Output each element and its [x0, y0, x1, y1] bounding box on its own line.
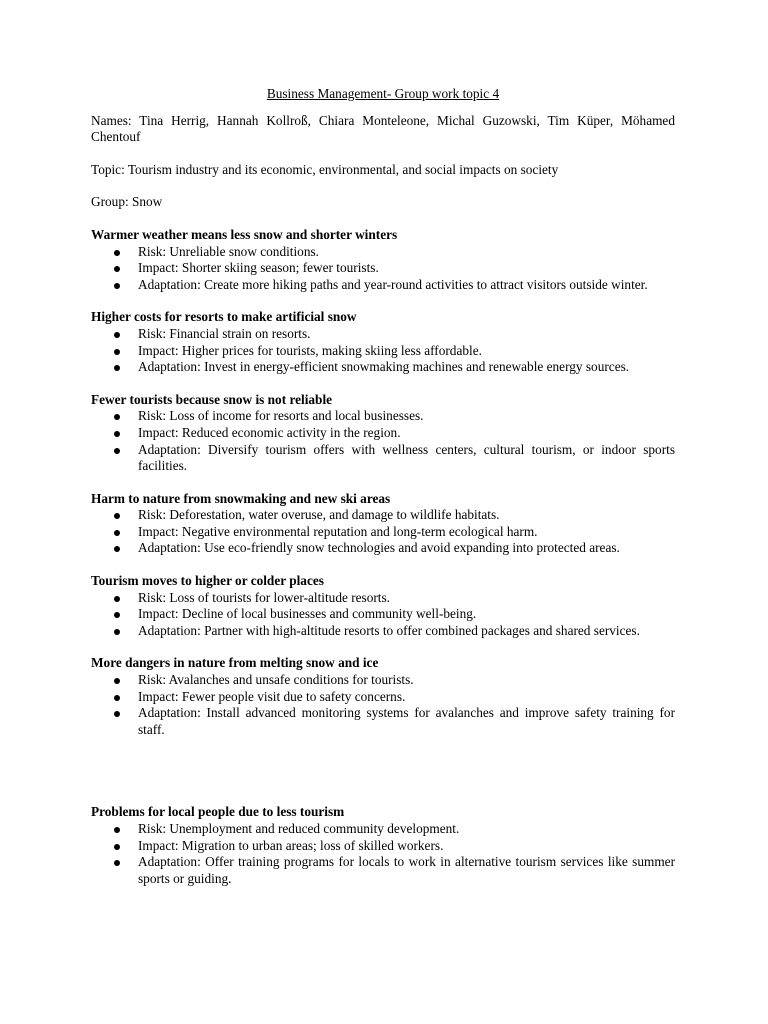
- list-item: [91, 343, 675, 360]
- list-item: [91, 277, 675, 294]
- bullet-icon: [114, 612, 120, 618]
- document-title: Business Management- Group work topic 4: [266, 86, 500, 101]
- list-item-text: Risk: Loss of tourists for lower-altitude resorts.: [138, 589, 390, 605]
- bullet-icon: [114, 860, 120, 866]
- list-item-text: Adaptation: Offer training programs for locals to work in alternative tourism services like summer sports or guiding.: [138, 854, 675, 886]
- list-item-text: Risk: Unemployment and reduced community development.: [138, 821, 460, 836]
- list-item-text: Adaptation: Install advanced monitoring systems for avalanches and improve safety training for staff.: [138, 705, 675, 737]
- list-item: [91, 244, 675, 261]
- list-item: [91, 689, 675, 706]
- list-item: [91, 623, 675, 640]
- bullet-icon: [114, 546, 120, 552]
- bullet-icon: [114, 596, 120, 602]
- bullet-icon: [114, 827, 120, 833]
- list-item-text: Adaptation: Partner with high-altitude resorts to offer combined packages and shared services.: [138, 622, 640, 638]
- list-item: [91, 524, 675, 541]
- section-tourism-moves: [91, 573, 675, 639]
- list-item: [91, 540, 675, 557]
- section-heading: Warmer weather means less snow and shorter winters: [91, 226, 398, 242]
- list-item: [91, 854, 675, 887]
- list-item-text: Risk: Avalanches and unsafe conditions for tourists.: [138, 672, 414, 688]
- bullet-icon: [114, 695, 120, 701]
- bullet-icon: [114, 530, 120, 536]
- list-item-text: Risk: Financial strain on resorts.: [138, 325, 311, 341]
- list-item: [91, 672, 675, 689]
- section-heading: Tourism moves to higher or colder places: [91, 573, 324, 589]
- list-item: [91, 260, 675, 277]
- bullet-icon: [114, 513, 120, 519]
- list-item-text: Impact: Negative environmental reputation and long-term ecological harm.: [138, 523, 538, 539]
- section-heading: Harm to nature from snowmaking and new ski areas: [91, 490, 391, 506]
- list-item: [91, 821, 675, 838]
- bullet-list: [91, 408, 675, 474]
- list-item-text: Impact: Higher prices for tourists, making skiing less affordable.: [138, 342, 482, 358]
- bullet-list: [91, 821, 675, 887]
- bullet-list: [91, 244, 675, 294]
- list-item-text: Adaptation: Diversify tourism offers with wellness centers, cultural tourism, or indoor sports facilities.: [138, 441, 675, 474]
- list-item: [91, 838, 675, 855]
- section-nature-dangers: [91, 655, 675, 738]
- bullet-icon: [114, 448, 120, 454]
- list-item-text: Impact: Migration to urban areas; loss of skilled workers.: [138, 837, 444, 853]
- list-item: [91, 507, 675, 524]
- section-heading: Fewer tourists because snow is not reliable: [91, 391, 333, 407]
- bullet-icon: [114, 250, 120, 256]
- section-harm-to-nature: [91, 491, 675, 557]
- list-item-text: Risk: Deforestation, water overuse, and damage to wildlife habitats.: [138, 507, 500, 523]
- section-heading: More dangers in nature from melting snow and ice: [91, 655, 379, 671]
- bullet-list: [91, 672, 675, 738]
- document-page: [91, 86, 675, 887]
- section-local-people-problems: [91, 804, 675, 887]
- bullet-icon: [114, 365, 120, 371]
- list-item-text: Adaptation: Create more hiking paths and year-round activities to attract visitors outside winter.: [138, 276, 648, 292]
- topic-line: Topic: Tourism industry and its economic, environmental, and social impacts on society: [91, 161, 559, 177]
- bullet-icon: [114, 711, 120, 717]
- list-item-text: Impact: Reduced economic activity in the region.: [138, 424, 401, 440]
- list-item-text: Risk: Unreliable snow conditions.: [138, 243, 319, 259]
- list-item-text: Impact: Decline of local businesses and community well-being.: [138, 606, 477, 622]
- bullet-icon: [114, 844, 120, 850]
- bullet-icon: [114, 349, 120, 355]
- list-item-text: Adaptation: Use eco-friendly snow technologies and avoid expanding into protected areas.: [138, 540, 620, 556]
- section-warmer-weather: [91, 227, 675, 293]
- section-fewer-tourists: [91, 392, 675, 475]
- list-item-text: Adaptation: Invest in energy-efficient snowmaking machines and renewable energy sources.: [138, 359, 630, 375]
- bullet-icon: [114, 431, 120, 437]
- bullet-icon: [114, 414, 120, 420]
- bullet-icon: [114, 678, 120, 684]
- bullet-list: [91, 326, 675, 376]
- group-line: Group: Snow: [91, 194, 163, 210]
- list-item: [91, 705, 675, 738]
- names-line: Names: Tina Herrig, Hannah Kollroß, Chiara Monteleone, Michal Guzowski, Tim Küper, Möhamed Chentouf: [91, 112, 675, 145]
- list-item: [91, 359, 675, 376]
- list-item: [91, 326, 675, 343]
- list-item: [91, 408, 675, 425]
- bullet-icon: [114, 266, 120, 272]
- section-heading: Problems for local people due to less tourism: [91, 804, 345, 820]
- section-heading: Higher costs for resorts to make artificial snow: [91, 309, 357, 325]
- bullet-icon: [114, 283, 120, 289]
- section-artificial-snow-costs: [91, 309, 675, 375]
- list-item: [91, 442, 675, 475]
- list-item: [91, 590, 675, 607]
- list-item-text: Impact: Fewer people visit due to safety concerns.: [138, 688, 406, 704]
- list-item-text: Impact: Shorter skiing season; fewer tourists.: [138, 260, 379, 276]
- bullet-list: [91, 590, 675, 640]
- list-item: [91, 606, 675, 623]
- list-item-text: Risk: Loss of income for resorts and local businesses.: [138, 408, 424, 424]
- bullet-list: [91, 507, 675, 557]
- bullet-icon: [114, 332, 120, 338]
- list-item: [91, 425, 675, 442]
- bullet-icon: [114, 629, 120, 635]
